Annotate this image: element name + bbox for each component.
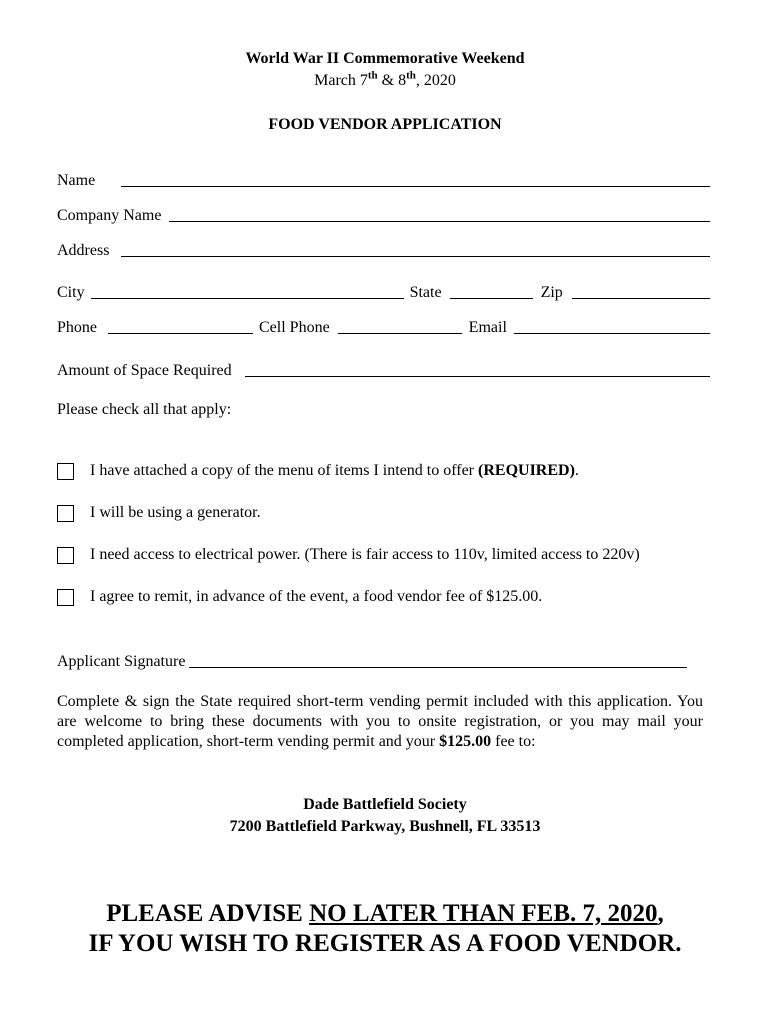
space-label: Amount of Space Required	[57, 362, 232, 379]
email-label: Email	[468, 319, 507, 336]
instructions-text-1: Complete & sign the State required short-term vending permit included with this application. You are welcome to bring these documents with you to onsite registration, or you may mail your completed application, short-term vending permit and your	[57, 693, 703, 750]
deadline-notice-line2: IF YOU WISH TO REGISTER AS A FOOD VENDOR.	[88, 930, 682, 957]
instructions-paragraph	[57, 692, 703, 752]
checklist-item-power	[57, 546, 640, 564]
deadline-notice-line1	[0, 900, 770, 928]
address-row	[57, 238, 710, 260]
zip-label: Zip	[540, 284, 563, 301]
generator-item-label: I will be using a generator.	[90, 504, 261, 521]
company-row	[57, 203, 710, 225]
deadline-date: NO LATER THAN FEB. 7, 2020	[309, 900, 658, 927]
generator-checkbox[interactable]	[57, 505, 74, 522]
checklist-item-menu	[57, 462, 579, 480]
date-prefix: March 7	[314, 72, 368, 89]
power-item-label: I need access to electrical power. (There is fair access to 110v, limited access to 220v)	[90, 546, 640, 563]
name-row	[57, 168, 710, 190]
address-field[interactable]	[121, 256, 710, 257]
phone-row	[57, 315, 710, 337]
date-middle: & 8	[377, 72, 407, 89]
power-checkbox[interactable]	[57, 547, 74, 564]
checklist-item-fee	[57, 588, 542, 606]
state-label: State	[409, 284, 442, 301]
menu-item-text	[90, 462, 579, 480]
notice-comma: ,	[657, 900, 664, 927]
signature-field[interactable]	[189, 667, 687, 668]
menu-item-label: I have attached a copy of the menu of items I intend to offer	[90, 462, 479, 479]
required-label: (REQUIRED)	[478, 462, 575, 479]
form-title: FOOD VENDOR APPLICATION	[268, 116, 502, 133]
email-field[interactable]	[514, 333, 710, 334]
event-dates	[0, 69, 770, 90]
space-row	[57, 358, 710, 380]
address-label: Address	[57, 242, 110, 259]
fee-checkbox[interactable]	[57, 589, 74, 606]
checklist-intro: Please check all that apply:	[57, 401, 232, 418]
name-field[interactable]	[121, 186, 710, 187]
cell-phone-field[interactable]	[338, 333, 462, 334]
space-field[interactable]	[245, 376, 710, 377]
menu-item-end: .	[574, 462, 579, 479]
phone-field[interactable]	[108, 333, 253, 334]
event-title: World War II Commemorative Weekend	[245, 50, 525, 67]
mailing-org: Dade Battlefield Society	[303, 796, 467, 813]
mailing-street: 7200 Battlefield Parkway, Bushnell, FL 33513	[229, 818, 541, 835]
signature-label: Applicant Signature	[57, 653, 186, 670]
city-field[interactable]	[91, 298, 404, 299]
date-sup-1: th	[367, 69, 378, 82]
zip-field[interactable]	[572, 298, 710, 299]
instructions-text-2: fee to:	[491, 733, 536, 750]
fee-amount: $125.00	[439, 733, 492, 750]
date-sup-2: th	[406, 69, 416, 82]
state-field[interactable]	[450, 298, 533, 299]
company-label: Company Name	[57, 207, 162, 224]
date-suffix: , 2020	[415, 72, 456, 89]
name-label: Name	[57, 172, 96, 189]
cell-phone-label: Cell Phone	[259, 319, 330, 336]
phone-label: Phone	[57, 319, 97, 336]
checklist-item-generator	[57, 504, 261, 522]
company-field[interactable]	[169, 221, 710, 222]
fee-item-label: I agree to remit, in advance of the event, a food vendor fee of $125.00.	[90, 588, 543, 605]
notice-start: PLEASE ADVISE	[106, 900, 310, 927]
city-state-zip-row	[57, 280, 710, 302]
signature-row	[57, 649, 687, 671]
menu-checkbox[interactable]	[57, 463, 74, 480]
city-label: City	[57, 284, 85, 301]
